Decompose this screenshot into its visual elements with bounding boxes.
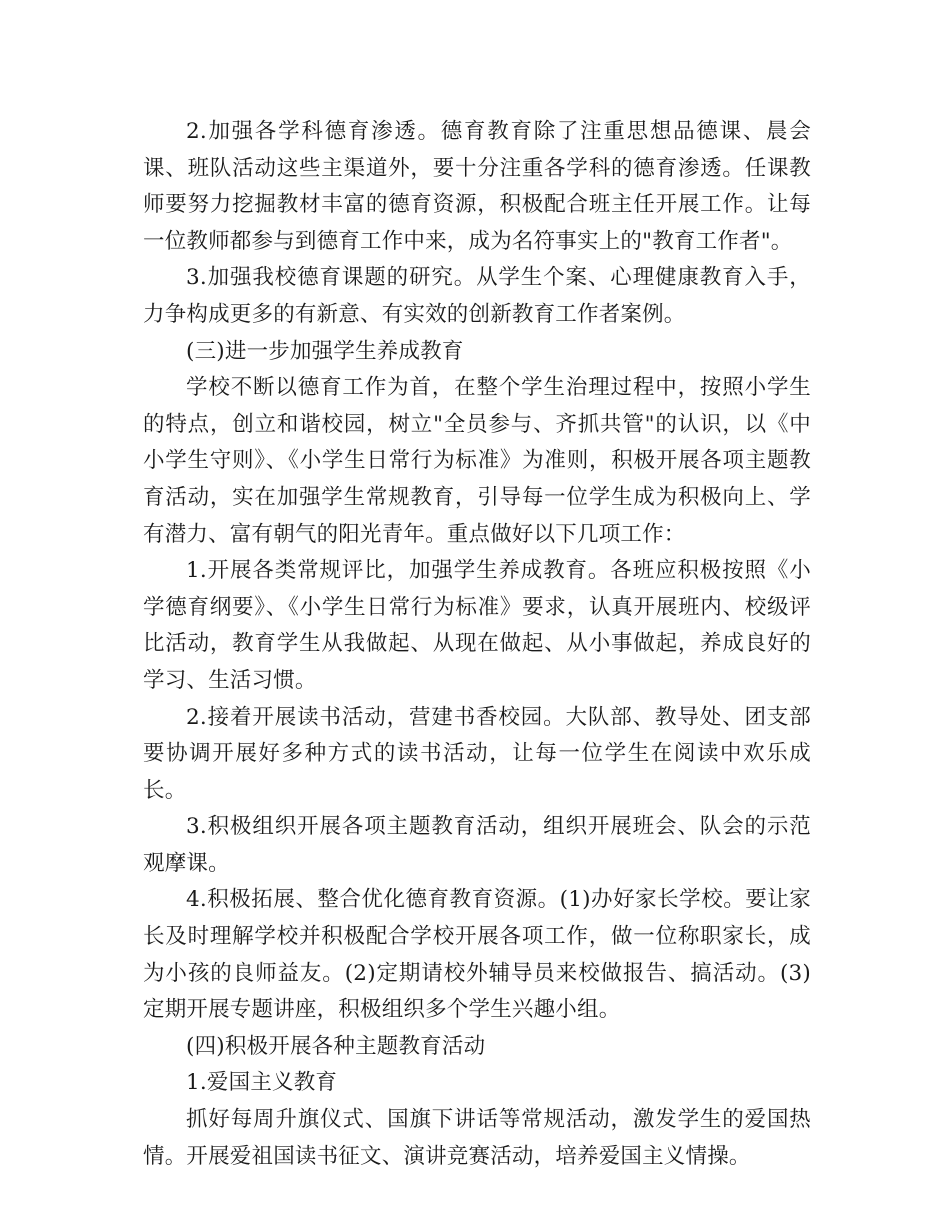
paragraph-subject-moral-education: 2.加强各学科德育渗透。德育教育除了注重思想品德课、晨会课、班队活动这些主渠道外，要十分注重各学科的德育渗透。任课教师要努力挖掘教材丰富的德育资源，积极配合班主任开展工作。让每一位教师都参与到德育工作中来，成为名符事实上的"教育工作者"。 [143,119,811,254]
paragraph-reading-activity: 2.接着开展读书活动，营建书香校园。大队部、教导处、团支部要协调开展好多种方式的读书活动，让每一位学生在阅读中欢乐成长。 [143,704,811,803]
section-heading-3: (三)进一步加强学生养成教育 [186,338,464,364]
paragraph-resources: 4.积极拓展、整合优化德育教育资源。(1)办好家长学校。要让家长及时理解学校并积极配合学校开展各项工作，做一位称职家长，成为小孩的良师益友。(2)定期请校外辅导员来校做报告、搞活动。(3)定期开展专题讲座，积极组织多个学生兴趣小组。 [143,887,811,1023]
subheading-patriotism: 1.爱国主义教育 [186,1070,338,1096]
section-heading-4: (四)积极开展各种主题教育活动 [186,1033,486,1059]
document-body [143,114,811,1175]
paragraph-theme-activities: 3.积极组织开展各项主题教育活动，组织开展班会、队会的示范观摩课。 [143,814,811,876]
paragraph-school-intro: 学校不断以德育工作为首，在整个学生治理过程中，按照小学生的特点，创立和谐校园，树立"全员参与、齐抓共管"的认识，以《中小学生守则》、《小学生日常行为标准》为准则，积极开展各项主题教育活动，实在加强学生常规教育，引导每一位学生成为积极向上、学有潜力、富有朝气的阳光青年。重点做好以下几项工作： [143,375,811,547]
paragraph-moral-research: 3.加强我校德育课题的研究。从学生个案、心理健康教育入手，力争构成更多的有新意、有实效的创新教育工作者案例。 [143,265,811,327]
paragraph-routine-evaluation: 1.开展各类常规评比，加强学生养成教育。各班应积极按照《小学德育纲要》、《小学生日常行为标准》要求，认真开展班内、校级评比活动，教育学生从我做起、从现在做起、从小事做起，养成良好的学习、生活习惯。 [143,558,811,693]
paragraph-patriotism: 抓好每周升旗仪式、国旗下讲话等常规活动，激发学生的爱国热情。开展爱祖国读书征文、演讲竞赛活动，培养爱国主义情操。 [143,1107,811,1169]
